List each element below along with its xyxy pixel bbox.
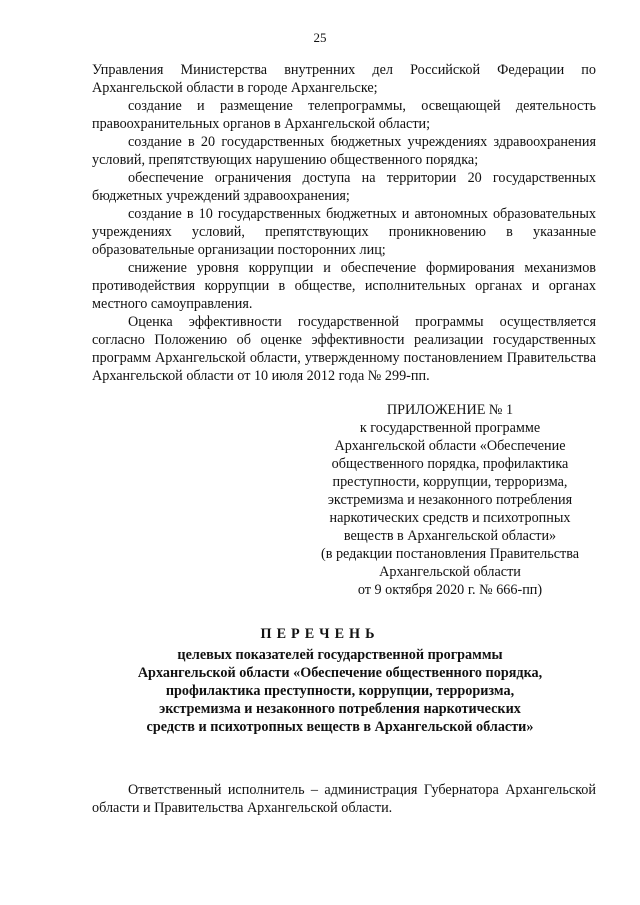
page-number: 25 bbox=[313, 30, 327, 45]
appendix-line: веществ в Архангельской области» bbox=[343, 528, 557, 544]
paragraph-corruption: снижение уровня коррупции и обеспечение формирования механизмов противодействия коррупции в обществе, исполнительных органах и органах местного самоуправления. bbox=[92, 260, 596, 312]
appendix-line: преступности, коррупции, терроризма, bbox=[332, 474, 568, 490]
list-subtitle-line: профилактика преступности, коррупции, терроризма, bbox=[165, 683, 515, 699]
appendix-line: к государственной программе bbox=[359, 420, 541, 436]
list-subtitle bbox=[90, 646, 590, 736]
appendix-heading: ПРИЛОЖЕНИЕ № 1 bbox=[386, 402, 514, 418]
paragraph-access-restriction: обеспечение ограничения доступа на территории 20 государственных бюджетных учреждений здравоохранения; bbox=[92, 170, 596, 204]
paragraph-education-institutions: создание в 10 государственных бюджетных и автономных образовательных учреждениях условий, препятствующих проникновению в указанные образовательные организации посторонних лиц; bbox=[92, 206, 596, 258]
appendix-line: (в редакции постановления Правительства bbox=[320, 546, 580, 562]
responsible-executor: Ответственный исполнитель – администрация Губернатора Архангельской области и Правительства Архангельской области. bbox=[92, 782, 596, 817]
appendix-line: наркотических средств и психотропных bbox=[329, 510, 571, 526]
paragraph-continuation: Управления Министерства внутренних дел Российской Федерации по Архангельской области в городе Архангельске; bbox=[92, 62, 596, 96]
body-text bbox=[92, 61, 596, 385]
appendix-line: от 9 октября 2020 г. № 666-пп) bbox=[357, 582, 543, 598]
paragraph-healthcare-conditions: создание в 20 государственных бюджетных учреждениях здравоохранения условий, препятствующих нарушению общественного порядка; bbox=[92, 134, 596, 168]
list-title: ПЕРЕЧЕНЬ bbox=[260, 626, 380, 642]
appendix-line: общественного порядка, профилактика bbox=[331, 456, 569, 472]
appendix-line: Архангельской области bbox=[379, 564, 521, 580]
appendix-block bbox=[290, 401, 610, 599]
paragraph-evaluation: Оценка эффективности государственной программы осуществляется согласно Положению об оценке эффективности реализации государственных программ Архангельской области, утвержденному постановлением Правительства Архангельской области от 10 июля 2012 года № 299-пп. bbox=[92, 314, 596, 384]
list-subtitle-line: целевых показателей государственной программы bbox=[177, 647, 503, 663]
paragraph-telecast: создание и размещение телепрограммы, освещающей деятельность правоохранительных органов в Архангельской области; bbox=[92, 98, 596, 132]
appendix-line: Архангельской области «Обеспечение bbox=[334, 438, 566, 454]
list-subtitle-line: средств и психотропных веществ в Архангельской области» bbox=[146, 719, 534, 735]
appendix-line: экстремизма и незаконного потребления bbox=[327, 492, 573, 508]
list-subtitle-line: Архангельской области «Обеспечение общественного порядка, bbox=[137, 665, 543, 681]
list-subtitle-line: экстремизма и незаконного потребления наркотических bbox=[159, 701, 521, 717]
